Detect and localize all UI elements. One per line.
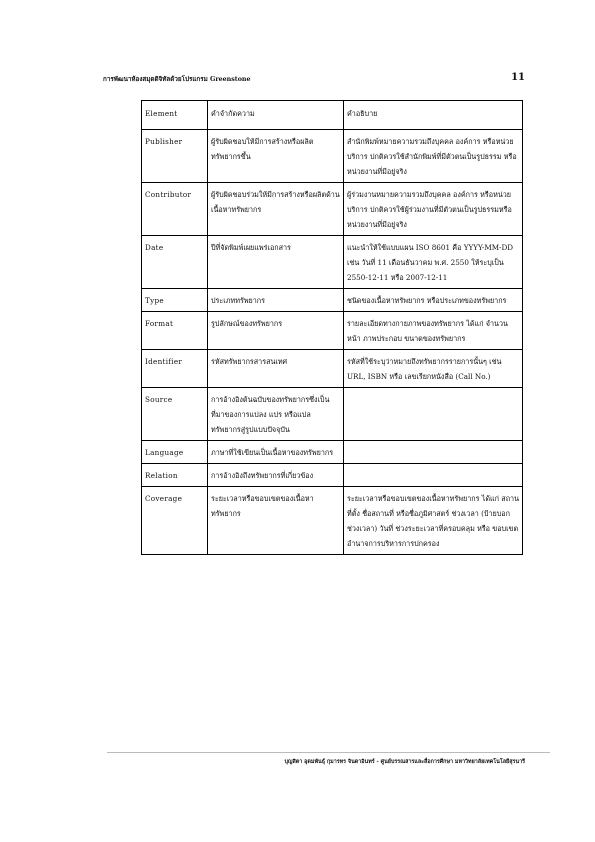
element-description — [344, 441, 523, 464]
element-description: รหัสที่ใช้ระบุว่าหมายถึงทรัพยากรรายการนั้นๆ เช่น URL, ISBN หรือ เลขเรียกหนังสือ (Call No.) — [344, 350, 523, 388]
table-row — [142, 130, 523, 183]
footer-divider — [107, 752, 550, 753]
element-description: ระยะเวลาหรือขอบเขตของเนื้อหาทรัพยากร ได้แก่ สถานที่ตั้ง ชื่อสถานที่ หรือชื่อภูมิศาสตร์ ช่วงเวลา (ป้ายบอกช่วงเวลา) วันที่ ช่วงระยะเวลาที่ครอบคลุม หรือ ขอบเขตอำนาจการบริหารการปกครอง — [344, 487, 523, 555]
element-name: Language — [142, 441, 208, 464]
element-name: Source — [142, 388, 208, 441]
element-definition: ปีที่จัดพิมพ์เผยแพร่เอกสาร — [208, 236, 344, 289]
page-header — [103, 74, 525, 88]
table-row — [142, 312, 523, 350]
element-description: ชนิดของเนื้อหาทรัพยากร หรือประเภทของทรัพยากร — [344, 289, 523, 312]
element-description: แนะนำให้ใช้แบบแผน ISO 8601 คือ YYYY-MM-DD เช่น วันที่ 11 เดือนธันวาคม พ.ศ. 2550 ให้ระบุเป็น 2550-12-11 หรือ 2007-12-11 — [344, 236, 523, 289]
element-name: Relation — [142, 464, 208, 487]
header-title: การพัฒนาห้องสมุดดิจิทัลด้วยโปรแกรม Greenstone — [103, 76, 251, 83]
element-name: Identifier — [142, 350, 208, 388]
element-definition: ประเภททรัพยากร — [208, 289, 344, 312]
element-definition: รูปลักษณ์ของทรัพยากร — [208, 312, 344, 350]
element-definition: ภาษาที่ใช้เขียนเป็นเนื้อหาของทรัพยากร — [208, 441, 344, 464]
table-row — [142, 464, 523, 487]
element-name: Format — [142, 312, 208, 350]
page-footer: บุญสิตา อุดมพันธุ์ กุมารทร จินดาอินทร์ - ศูนย์บรรณสารและสื่อการศึกษา มหาวิทยาลัยเทคโนโลยีสุรนารี — [284, 759, 525, 765]
table-row — [142, 289, 523, 312]
column-header-definition: คำจำกัดความ — [208, 101, 344, 130]
table-row — [142, 183, 523, 236]
table-row — [142, 388, 523, 441]
element-description: รายละเอียดทางกายภาพของทรัพยากร ได้แก่ จำนวนหน้า ภาพประกอบ ขนาดของทรัพยากร — [344, 312, 523, 350]
table-header-row — [142, 101, 523, 130]
element-definition: การอ้างอิงถึงทรัพยากรที่เกี่ยวข้อง — [208, 464, 344, 487]
column-header-element: Element — [142, 101, 208, 130]
column-header-description: คำอธิบาย — [344, 101, 523, 130]
table-row — [142, 441, 523, 464]
element-name: Coverage — [142, 487, 208, 555]
table-row — [142, 350, 523, 388]
element-name: Contributor — [142, 183, 208, 236]
element-definition: ผู้รับผิดชอบให้มีการสร้างหรือผลิตทรัพยากรขึ้น — [208, 130, 344, 183]
element-definition: ระยะเวลาหรือขอบเขตของเนื้อหาทรัพยากร — [208, 487, 344, 555]
element-name: Date — [142, 236, 208, 289]
table-row — [142, 487, 523, 555]
element-description — [344, 388, 523, 441]
element-definition: การอ้างอิงต้นฉบับของทรัพยากรซึ่งเป็นที่มาของการแปลง แปร หรือแปลทรัพยากรสู่รูปแบบปัจจุบัน — [208, 388, 344, 441]
element-description — [344, 464, 523, 487]
element-definition: รหัสทรัพยากรสารสนเทศ — [208, 350, 344, 388]
metadata-table — [141, 100, 523, 555]
element-description: สำนักพิมพ์หมายความรวมถึงบุคคล องค์การ หรือหน่วยบริการ ปกติควรใช้สำนักพิมพ์ที่มีตัวตนเป็นรูปธรรม หรือหน่วยงานที่มีอยู่จริง — [344, 130, 523, 183]
element-definition: ผู้รับผิดชอบร่วมให้มีการสร้างหรือผลิตด้านเนื้อหาทรัพยากร — [208, 183, 344, 236]
page-number: 11 — [511, 72, 525, 83]
table-row — [142, 236, 523, 289]
element-description: ผู้ร่วมงานหมายความรวมถึงบุคคล องค์การ หรือหน่วยบริการ ปกติควรใช้ผู้ร่วมงานที่มีตัวตนเป็นรูปธรรมหรือหน่วยงานที่มีอยู่จริง — [344, 183, 523, 236]
element-name: Publisher — [142, 130, 208, 183]
element-name: Type — [142, 289, 208, 312]
